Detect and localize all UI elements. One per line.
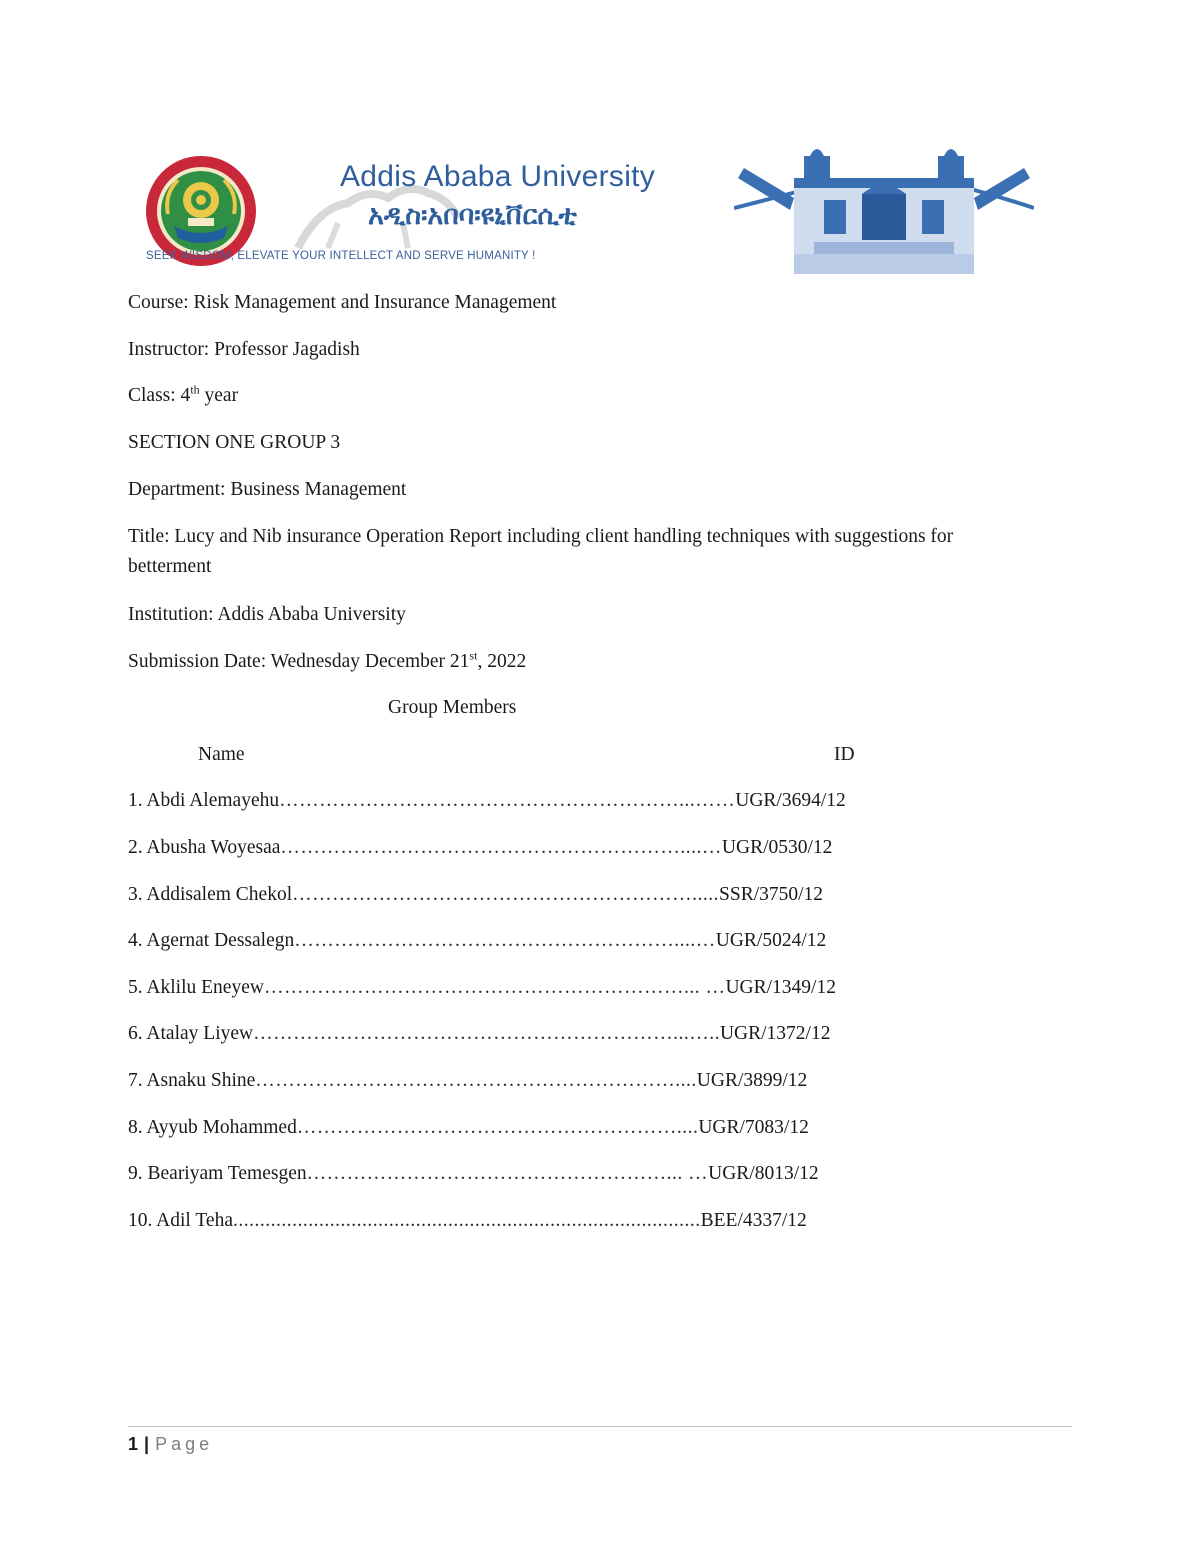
leader-dots: ………………………………………………………...….. (253, 1023, 720, 1044)
leader-dots: ………………………………………………….... (296, 1117, 699, 1138)
submission-superscript: st (469, 648, 478, 663)
title-line: Title: Lucy and Nib insurance Operation Report including client handling techniques with suggestions for betterment (128, 526, 954, 577)
class-line (128, 381, 238, 411)
member-row (128, 930, 826, 952)
member-name: 8. Ayyub Mohammed (128, 1117, 297, 1138)
member-id: UGR/7083/12 (698, 1117, 809, 1138)
member-name: 5. Aklilu Eneyew (128, 977, 264, 998)
id-column-header: ID (834, 744, 855, 765)
leader-dots: ……………………………………………………..... (292, 884, 719, 905)
university-motto: SEEK WISDOM, ELEVATE YOUR INTELLECT AND SERVE HUMANITY ! (146, 250, 536, 262)
member-name: 3. Addisalem Chekol (128, 884, 293, 905)
member-id: SSR/3750/12 (719, 884, 824, 905)
university-building-icon (734, 138, 1034, 274)
submission-date-line (128, 647, 526, 677)
member-name: 2. Abusha Woyesaa (128, 837, 281, 858)
member-row (128, 1117, 809, 1139)
member-row (128, 1023, 830, 1045)
member-row (128, 977, 836, 999)
leader-dots: ....................................................................................... (232, 1210, 701, 1231)
member-name: 7. Asnaku Shine (128, 1070, 256, 1091)
class-text: Class: 4 (128, 385, 191, 406)
member-id: BEE/4337/12 (700, 1210, 807, 1231)
member-row (128, 837, 832, 859)
footer-separator: | (144, 1434, 150, 1454)
leader-dots: ………………………………………………………... … (263, 977, 726, 998)
institution-line: Institution: Addis Ababa University (128, 604, 406, 625)
university-name-amharic: አዲስ፡አበባ፡ዩኒቨርሲቲ (368, 200, 577, 231)
member-id: UGR/1349/12 (725, 977, 836, 998)
member-name: 9. Beariyam Temesgen (128, 1163, 307, 1184)
class-suffix: year (199, 385, 239, 406)
submission-suffix: , 2022 (477, 651, 527, 672)
member-id: UGR/3694/12 (735, 790, 846, 811)
university-banner (138, 138, 1034, 274)
department-line: Department: Business Management (128, 479, 407, 500)
footer-divider (128, 1426, 1072, 1427)
leader-dots: ……………………………………………………...…… (279, 790, 736, 811)
group-members-heading: Group Members (388, 697, 517, 718)
leader-dots: …………………………………………………....… (294, 930, 716, 951)
leader-dots: ………………………………………………... … (306, 1163, 709, 1184)
page-label: Page (155, 1434, 214, 1454)
name-column-header: Name (198, 744, 245, 765)
university-name: Addis Ababa University (340, 160, 656, 193)
member-id: UGR/1372/12 (719, 1023, 831, 1044)
leader-dots: ……………………………………………………....… (280, 837, 722, 858)
course-line: Course: Risk Management and Insurance Management (128, 292, 557, 313)
member-name: 6. Atalay Liyew (128, 1023, 254, 1044)
member-id: UGR/3899/12 (696, 1070, 808, 1091)
member-row (128, 1163, 819, 1185)
class-superscript: th (190, 382, 200, 397)
member-row (128, 884, 823, 906)
leader-dots: ……………………………………………………….... (255, 1070, 697, 1091)
member-name: 10. Adil Teha (128, 1210, 233, 1231)
submission-text: Submission Date: Wednesday December 21 (128, 651, 470, 672)
section-line: SECTION ONE GROUP 3 (128, 432, 341, 453)
member-id: UGR/5024/12 (715, 930, 827, 951)
member-row (128, 1210, 807, 1232)
member-row (128, 1070, 807, 1092)
member-name: 4. Agernat Dessalegn (128, 930, 295, 951)
page-number: 1 (128, 1434, 139, 1454)
page-footer (128, 1434, 213, 1455)
instructor-line: Instructor: Professor Jagadish (128, 339, 360, 360)
member-name: 1. Abdi Alemayehu (128, 790, 280, 811)
member-id: UGR/8013/12 (708, 1163, 819, 1184)
member-row (128, 790, 846, 812)
member-id: UGR/0530/12 (721, 837, 833, 858)
